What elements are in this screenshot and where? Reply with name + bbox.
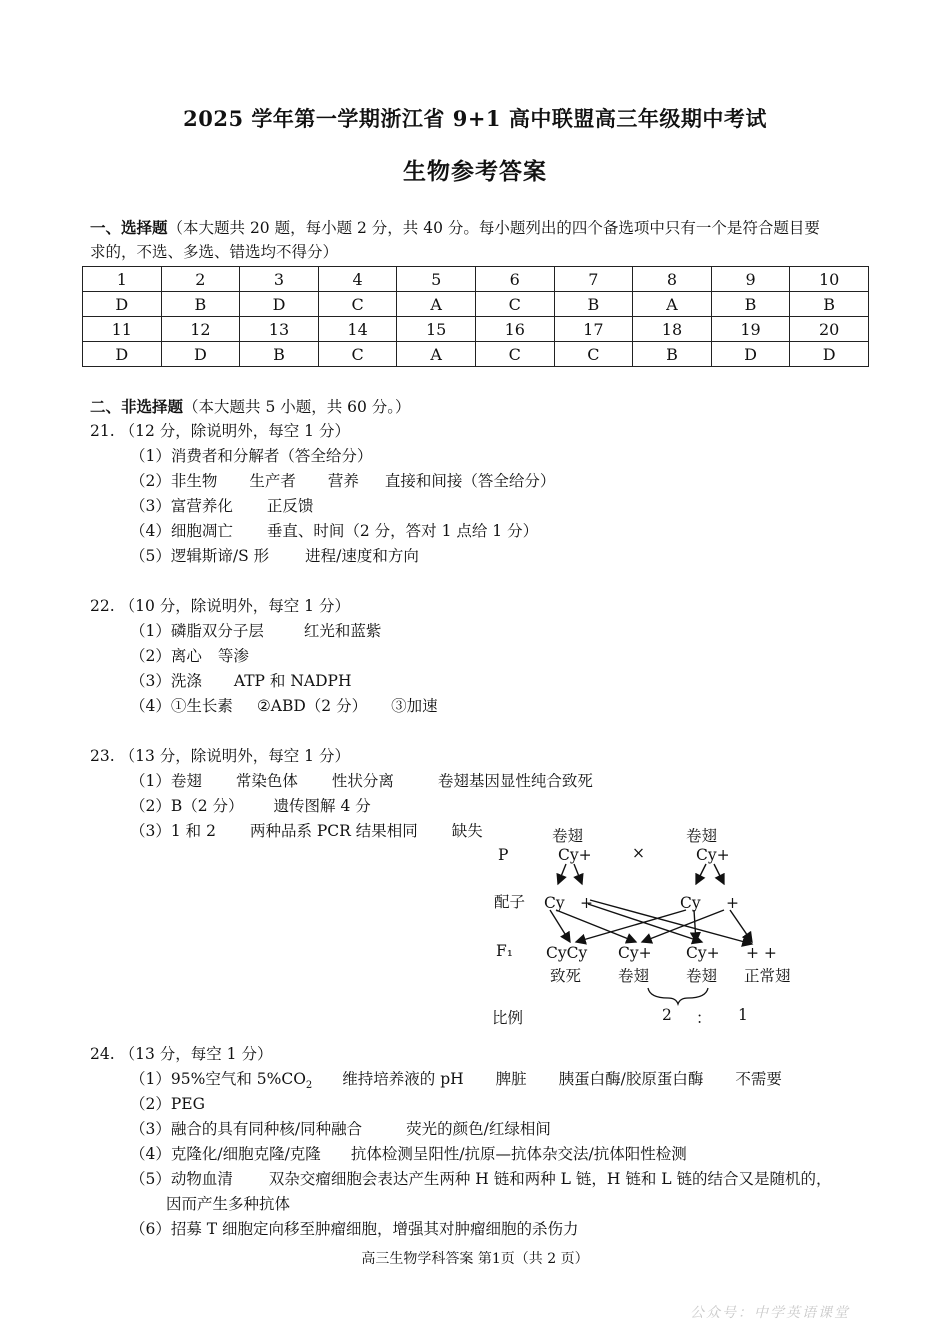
q24-answer-1 xyxy=(130,1069,782,1096)
answer-cell: D xyxy=(83,342,162,367)
answer-cell: B xyxy=(161,292,240,317)
section1-heading: 一、选择题 xyxy=(90,218,168,237)
arrow-plus2-plusplus xyxy=(730,910,752,942)
q22-1a: （1）磷脂双分子层 xyxy=(130,622,264,640)
q21-2d: 直接和间接（答全给分） xyxy=(384,472,556,490)
question-number-cell: 3 xyxy=(240,267,319,292)
offspring3-phenotype: 卷翅 xyxy=(686,967,718,985)
question-number-row xyxy=(83,267,869,292)
q24-answer-5 xyxy=(130,1169,832,1189)
q24-3a: （3）融合的具有同种核/同种融合 xyxy=(130,1120,363,1138)
arrow-p2-plus xyxy=(714,864,724,884)
question-number-cell: 19 xyxy=(711,317,790,342)
answer-cell: D xyxy=(790,342,869,367)
q24-answer-5-cont: 因而产生多种抗体 xyxy=(166,1195,291,1213)
q22-4a: （4）①生长素 xyxy=(130,697,233,715)
answer-cell: A xyxy=(397,292,476,317)
q24-3b: 荧光的颜色/红绿相间 xyxy=(406,1120,551,1138)
gamete-cy-1: Cy xyxy=(544,894,565,912)
f1-label: F₁ xyxy=(496,942,513,960)
q23-3b: 两种品系 PCR 结果相同 xyxy=(249,822,418,840)
section2-heading: 二、非选择题 xyxy=(90,397,184,416)
gamete-label: 配子 xyxy=(494,893,526,911)
parent2-phenotype: 卷翅 xyxy=(686,827,718,845)
section1-intro xyxy=(90,218,820,238)
q22-heading: 22. （10 分，除说明外，每空 1 分） xyxy=(90,597,350,615)
q21-3a: （3）富营养化 xyxy=(130,497,233,515)
gamete-plus-1: + xyxy=(580,894,593,912)
answer-cell: D xyxy=(240,292,319,317)
q23-2a: （2）B（2 分） xyxy=(130,797,244,815)
ratio-colon: ： xyxy=(696,1009,712,1027)
q21-3b: 正反馈 xyxy=(266,497,314,515)
q22-4b: ②ABD（2 分） xyxy=(256,697,368,715)
page-footer: 高三生物学科答案 第1页（共 2 页） xyxy=(361,1251,589,1267)
answer-cell: D xyxy=(161,342,240,367)
question-number-cell: 15 xyxy=(397,317,476,342)
answer-cell: D xyxy=(83,292,162,317)
answer-cell: D xyxy=(711,342,790,367)
parent1-genotype: Cy+ xyxy=(558,846,592,864)
q21-heading: 21. （12 分，除说明外，每空 1 分） xyxy=(90,422,350,440)
question-number-cell: 11 xyxy=(83,317,162,342)
answer-cell: B xyxy=(240,342,319,367)
section2-desc: （本大题共 5 小题，共 60 分。） xyxy=(183,398,411,416)
offspring3-genotype: Cy+ xyxy=(686,944,720,962)
answer-cell: C xyxy=(475,342,554,367)
q22-3b: ATP 和 NADPH xyxy=(233,672,352,690)
offspring4-genotype: + + xyxy=(746,944,777,962)
answer-cell: A xyxy=(397,342,476,367)
q21-5b: 进程/速度和方向 xyxy=(305,547,419,565)
q24-4b: 抗体检测呈阳性/抗原—抗体杂交法/抗体阳性检测 xyxy=(350,1145,687,1163)
q24-1-sub: 2 xyxy=(305,1080,313,1092)
q23-1b: 常染色体 xyxy=(235,772,298,790)
q21-answer-4 xyxy=(130,521,538,541)
section1-desc-line2: 求的，不选、多选、错选均不得分） xyxy=(90,243,339,261)
q23-1c: 性状分离 xyxy=(331,772,394,790)
q23-answer-2 xyxy=(130,796,371,816)
arrow-cy-cyplus-a xyxy=(556,910,636,942)
q21-4a: （4）细胞凋亡 xyxy=(130,522,233,540)
q24-1b: 维持培养液的 pH xyxy=(342,1070,464,1088)
q23-1d: 卷翅基因显性纯合致死 xyxy=(437,772,593,790)
question-number-cell: 10 xyxy=(790,267,869,292)
arrow-cy2-cyplus-b xyxy=(694,910,696,942)
q23-answer-1 xyxy=(130,771,593,791)
genetic-cross-diagram xyxy=(490,822,810,1032)
ratio-brace xyxy=(648,988,708,1004)
question-number-cell: 16 xyxy=(475,317,554,342)
q21-2a: （2）非生物 xyxy=(130,472,218,490)
question-number-cell: 12 xyxy=(161,317,240,342)
p-label: P xyxy=(498,846,509,864)
question-number-cell: 13 xyxy=(240,317,319,342)
q21-2b: 生产者 xyxy=(249,472,296,490)
parent2-genotype: Cy+ xyxy=(696,846,730,864)
ratio-value-b: 1 xyxy=(738,1006,748,1024)
q24-answer-4 xyxy=(130,1144,687,1164)
section1-desc-line1: （本大题共 20 题，每小题 2 分，共 40 分。每小题列出的四个备选项中只有一个是符合题目要 xyxy=(167,219,820,237)
offspring1-genotype: CyCy xyxy=(546,944,588,962)
choice-answer-table xyxy=(82,266,869,367)
answer-row xyxy=(83,342,869,367)
question-number-cell: 6 xyxy=(475,267,554,292)
answer-cell: C xyxy=(318,342,397,367)
q24-5b: 双杂交瘤细胞会表达产生两种 H 链和两种 L 链，H 链和 L 链的结合又是随机的， xyxy=(268,1170,832,1188)
q24-answer-6: （6）招募 T 细胞定向移至肿瘤细胞，增强其对肿瘤细胞的杀伤力 xyxy=(130,1220,579,1238)
q23-2b: 遗传图解 4 分 xyxy=(273,797,371,815)
offspring2-genotype: Cy+ xyxy=(618,944,652,962)
q23-1a: （1）卷翅 xyxy=(130,772,202,790)
q24-heading: 24. （13 分，每空 1 分） xyxy=(90,1045,273,1063)
question-number-cell: 9 xyxy=(711,267,790,292)
q21-answer-3 xyxy=(130,496,313,516)
q22-answer-3 xyxy=(130,671,351,691)
question-number-cell: 20 xyxy=(790,317,869,342)
arrow-p2-cy xyxy=(696,864,706,884)
q21-answer-5 xyxy=(130,546,419,566)
question-number-cell: 2 xyxy=(161,267,240,292)
q24-1e: 不需要 xyxy=(735,1070,782,1088)
offspring4-phenotype: 正常翅 xyxy=(744,967,791,985)
answer-row xyxy=(83,292,869,317)
question-number-cell: 8 xyxy=(633,267,712,292)
question-number-cell: 18 xyxy=(633,317,712,342)
exam-title: 2025 学年第一学期浙江省 9+1 高中联盟高三年级期中考试 xyxy=(183,106,767,131)
q22-2b: 等渗 xyxy=(217,647,249,665)
ratio-label: 比例 xyxy=(492,1009,524,1027)
offspring1-phenotype: 致死 xyxy=(550,967,582,985)
answer-cell: C xyxy=(475,292,554,317)
q21-2c: 营养 xyxy=(327,472,359,490)
gamete-cy-2: Cy xyxy=(680,894,701,912)
arrow-p1-cy xyxy=(558,864,566,884)
parent1-phenotype: 卷翅 xyxy=(552,827,584,845)
question-number-cell: 5 xyxy=(397,267,476,292)
q24-1c: 脾脏 xyxy=(495,1070,527,1088)
answer-cell: B xyxy=(633,342,712,367)
q24-1a: （1）95%空气和 5%CO xyxy=(130,1070,306,1088)
question-number-cell: 14 xyxy=(318,317,397,342)
question-number-cell: 4 xyxy=(318,267,397,292)
answer-subtitle: 生物参考答案 xyxy=(403,158,547,185)
arrow-cy2-cycy xyxy=(576,910,686,942)
q22-2a: （2）离心 xyxy=(130,647,202,665)
q21-4b: 垂直、时间（2 分，答对 1 点给 1 分） xyxy=(266,522,539,540)
cross-arrows xyxy=(490,822,810,1032)
question-number-cell: 7 xyxy=(554,267,633,292)
question-number-row xyxy=(83,317,869,342)
question-number-cell: 1 xyxy=(83,267,162,292)
q21-answer-1: （1）消费者和分解者（答全给分） xyxy=(130,447,373,465)
answer-cell: A xyxy=(633,292,712,317)
q21-answer-2 xyxy=(130,471,555,491)
cross-symbol: × xyxy=(632,844,645,862)
arrow-p1-plus xyxy=(574,864,582,884)
answer-cell: C xyxy=(318,292,397,317)
q23-3a: （3）1 和 2 xyxy=(130,822,216,840)
answer-cell: B xyxy=(790,292,869,317)
q21-5a: （5）逻辑斯谛/S 形 xyxy=(130,547,270,565)
q22-3a: （3）洗涤 xyxy=(130,672,202,690)
q24-1d: 胰蛋白酶/胶原蛋白酶 xyxy=(558,1070,704,1088)
section2-intro xyxy=(90,397,411,417)
q24-answer-3 xyxy=(130,1119,551,1139)
q22-4c: ③加速 xyxy=(391,697,438,715)
question-number-cell: 17 xyxy=(554,317,633,342)
q22-1b: 红光和蓝紫 xyxy=(303,622,382,640)
answer-cell: C xyxy=(554,342,633,367)
q23-answer-3 xyxy=(130,821,483,841)
gamete-plus-2: + xyxy=(726,894,739,912)
q24-4a: （4）克隆化/细胞克隆/克隆 xyxy=(130,1145,321,1163)
watermark: 公众号：中学英语课堂 xyxy=(690,1305,850,1321)
q23-3c: 缺失 xyxy=(451,822,483,840)
q24-5a: （5）动物血清 xyxy=(130,1170,233,1188)
ratio-value-a: 2 xyxy=(662,1006,672,1024)
q22-answer-1 xyxy=(130,621,381,641)
q22-answer-4 xyxy=(130,696,438,716)
q24-answer-2: （2）PEG xyxy=(130,1095,205,1113)
q22-answer-2 xyxy=(130,646,249,666)
answer-cell: B xyxy=(711,292,790,317)
offspring2-phenotype: 卷翅 xyxy=(618,967,650,985)
q23-heading: 23. （13 分，除说明外，每空 1 分） xyxy=(90,747,350,765)
answer-cell: B xyxy=(554,292,633,317)
